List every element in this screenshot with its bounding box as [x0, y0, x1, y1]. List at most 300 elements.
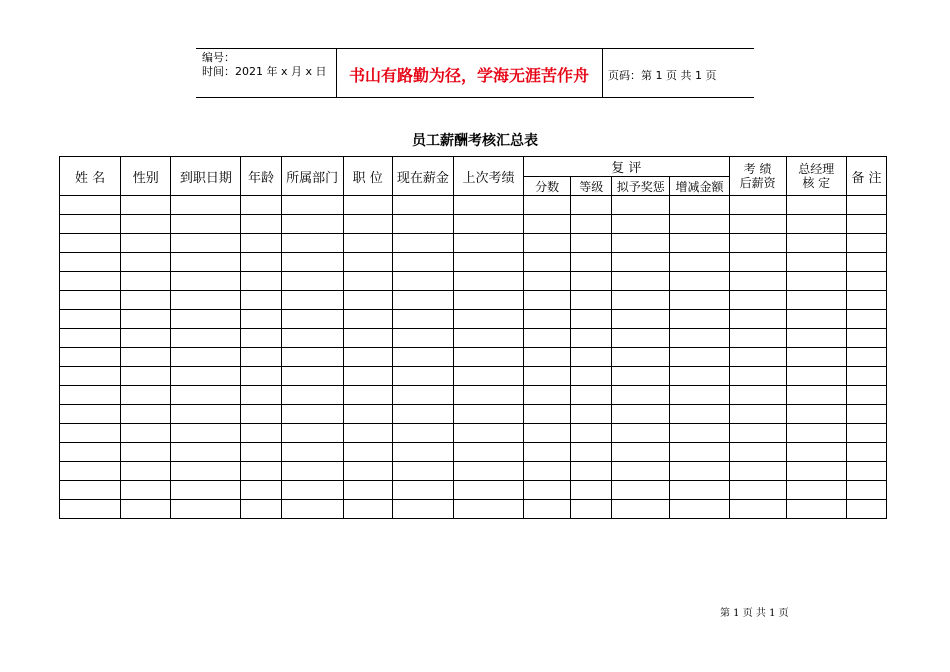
table-cell[interactable] — [786, 196, 846, 215]
table-cell[interactable] — [612, 405, 670, 424]
table-row — [60, 462, 887, 481]
salary-review-table — [59, 156, 887, 519]
table-cell[interactable] — [60, 424, 121, 443]
table-cell[interactable] — [786, 310, 846, 329]
table-cell[interactable] — [846, 253, 886, 272]
table-cell[interactable] — [786, 443, 846, 462]
page-number: 页码：第 1 页 共 1 页 — [608, 69, 717, 82]
table-cell[interactable] — [571, 424, 612, 443]
table-cell[interactable] — [281, 424, 343, 443]
table-cell[interactable] — [453, 272, 523, 291]
table-cell[interactable] — [60, 272, 121, 291]
table-cell[interactable] — [60, 367, 121, 386]
table-row — [60, 329, 887, 348]
table-cell[interactable] — [524, 291, 571, 310]
table-cell[interactable] — [571, 386, 612, 405]
table-cell[interactable] — [786, 386, 846, 405]
table-cell[interactable] — [670, 329, 729, 348]
table-cell[interactable] — [524, 462, 571, 481]
table-cell[interactable] — [670, 310, 729, 329]
table-cell[interactable] — [121, 481, 171, 500]
table-body — [60, 196, 887, 519]
table-cell[interactable] — [241, 310, 281, 329]
table-cell[interactable] — [171, 405, 241, 424]
table-cell[interactable] — [453, 405, 523, 424]
table-cell[interactable] — [343, 348, 392, 367]
table-cell[interactable] — [241, 291, 281, 310]
table-cell[interactable] — [121, 386, 171, 405]
table-row — [60, 405, 887, 424]
table-cell[interactable] — [453, 234, 523, 253]
table-cell[interactable] — [343, 234, 392, 253]
table-cell[interactable] — [121, 329, 171, 348]
col-department: 所属部门 — [281, 157, 343, 196]
table-cell[interactable] — [729, 291, 786, 310]
table-cell[interactable] — [524, 272, 571, 291]
table-cell[interactable] — [729, 386, 786, 405]
table-cell[interactable] — [524, 196, 571, 215]
page-header — [196, 48, 754, 98]
table-cell[interactable] — [281, 348, 343, 367]
table-cell[interactable] — [60, 405, 121, 424]
header-divider — [602, 49, 603, 97]
col-last-review: 上次考绩 — [453, 157, 523, 196]
table-cell[interactable] — [281, 272, 343, 291]
table-cell[interactable] — [846, 234, 886, 253]
table-row — [60, 481, 887, 500]
table-cell[interactable] — [453, 310, 523, 329]
table-cell[interactable] — [60, 291, 121, 310]
table-cell[interactable] — [612, 462, 670, 481]
table-cell[interactable] — [281, 443, 343, 462]
table-row — [60, 234, 887, 253]
table-cell[interactable] — [612, 481, 670, 500]
table-cell[interactable] — [121, 215, 171, 234]
table-cell[interactable] — [241, 386, 281, 405]
table-row — [60, 272, 887, 291]
table-cell[interactable] — [281, 215, 343, 234]
table-cell[interactable] — [729, 500, 786, 519]
table-cell[interactable] — [60, 310, 121, 329]
col-grade: 等级 — [571, 177, 612, 196]
table-cell[interactable] — [121, 348, 171, 367]
table-cell[interactable] — [121, 367, 171, 386]
table-cell[interactable] — [121, 291, 171, 310]
table-cell[interactable] — [670, 215, 729, 234]
table-cell[interactable] — [846, 386, 886, 405]
post-salary-line1: 考 绩 — [743, 162, 772, 176]
table-cell[interactable] — [846, 291, 886, 310]
table-cell[interactable] — [453, 215, 523, 234]
table-cell[interactable] — [281, 234, 343, 253]
table-cell[interactable] — [612, 367, 670, 386]
table-cell[interactable] — [524, 310, 571, 329]
table-row — [60, 291, 887, 310]
table-cell[interactable] — [786, 462, 846, 481]
table-cell[interactable] — [729, 443, 786, 462]
table-cell[interactable] — [612, 215, 670, 234]
table-cell[interactable] — [281, 386, 343, 405]
table-cell[interactable] — [571, 405, 612, 424]
table-cell[interactable] — [612, 310, 670, 329]
table-cell[interactable] — [524, 405, 571, 424]
table-row — [60, 215, 887, 234]
table-cell[interactable] — [729, 348, 786, 367]
col-post-review-salary — [729, 157, 786, 196]
table-cell[interactable] — [786, 405, 846, 424]
table-cell[interactable] — [171, 500, 241, 519]
col-increase-amount: 增减金额 — [670, 177, 729, 196]
table-cell[interactable] — [729, 196, 786, 215]
table-cell[interactable] — [846, 272, 886, 291]
table-cell[interactable] — [241, 348, 281, 367]
table-cell[interactable] — [524, 481, 571, 500]
table-cell[interactable] — [786, 348, 846, 367]
table-cell[interactable] — [524, 500, 571, 519]
table-cell[interactable] — [392, 405, 453, 424]
table-cell[interactable] — [786, 234, 846, 253]
table-cell[interactable] — [453, 367, 523, 386]
table-cell[interactable] — [60, 500, 121, 519]
table-cell[interactable] — [612, 253, 670, 272]
table-cell[interactable] — [670, 424, 729, 443]
table-cell[interactable] — [524, 348, 571, 367]
table-cell[interactable] — [786, 367, 846, 386]
table-cell[interactable] — [121, 310, 171, 329]
table-cell[interactable] — [392, 481, 453, 500]
table-cell[interactable] — [846, 348, 886, 367]
table-row — [60, 424, 887, 443]
table-cell[interactable] — [281, 481, 343, 500]
table-cell[interactable] — [343, 291, 392, 310]
table-cell[interactable] — [453, 348, 523, 367]
table-cell[interactable] — [392, 253, 453, 272]
table-cell[interactable] — [343, 367, 392, 386]
table-cell[interactable] — [121, 500, 171, 519]
table-cell[interactable] — [846, 481, 886, 500]
table-cell[interactable] — [571, 329, 612, 348]
table-cell[interactable] — [392, 234, 453, 253]
table-cell[interactable] — [281, 253, 343, 272]
table-cell[interactable] — [241, 234, 281, 253]
table-cell[interactable] — [729, 462, 786, 481]
table-cell[interactable] — [171, 348, 241, 367]
table-cell[interactable] — [343, 310, 392, 329]
table-cell[interactable] — [171, 481, 241, 500]
table-cell[interactable] — [241, 367, 281, 386]
table-cell[interactable] — [453, 443, 523, 462]
table-cell[interactable] — [670, 462, 729, 481]
table-cell[interactable] — [343, 424, 392, 443]
table-row — [60, 196, 887, 215]
table-cell[interactable] — [846, 367, 886, 386]
table-cell[interactable] — [786, 481, 846, 500]
table-cell[interactable] — [343, 500, 392, 519]
table-cell[interactable] — [171, 291, 241, 310]
table-cell[interactable] — [241, 424, 281, 443]
table-cell[interactable] — [670, 253, 729, 272]
table-cell[interactable] — [60, 253, 121, 272]
table-cell[interactable] — [571, 367, 612, 386]
table-cell[interactable] — [121, 272, 171, 291]
table-cell[interactable] — [281, 310, 343, 329]
table-cell[interactable] — [171, 272, 241, 291]
table-cell[interactable] — [571, 443, 612, 462]
table-cell[interactable] — [241, 405, 281, 424]
table-cell[interactable] — [392, 291, 453, 310]
table-cell[interactable] — [171, 310, 241, 329]
table-cell[interactable] — [281, 500, 343, 519]
table-cell[interactable] — [453, 291, 523, 310]
table-cell[interactable] — [343, 196, 392, 215]
table-row — [60, 348, 887, 367]
table-cell[interactable] — [392, 310, 453, 329]
table-cell[interactable] — [670, 443, 729, 462]
table-cell[interactable] — [392, 348, 453, 367]
table-cell[interactable] — [453, 196, 523, 215]
table-cell[interactable] — [60, 215, 121, 234]
table-cell[interactable] — [343, 386, 392, 405]
table-cell[interactable] — [524, 443, 571, 462]
table-cell[interactable] — [571, 348, 612, 367]
table-cell[interactable] — [786, 291, 846, 310]
table-cell[interactable] — [612, 234, 670, 253]
col-hire-date: 到职日期 — [171, 157, 241, 196]
table-cell[interactable] — [612, 424, 670, 443]
table-cell[interactable] — [121, 253, 171, 272]
table-cell[interactable] — [453, 481, 523, 500]
number-label: 编号： — [202, 51, 235, 64]
table-cell[interactable] — [60, 481, 121, 500]
table-cell[interactable] — [571, 234, 612, 253]
post-salary-line2: 后薪资 — [739, 176, 776, 190]
table-cell[interactable] — [729, 272, 786, 291]
table-cell[interactable] — [121, 196, 171, 215]
table-cell[interactable] — [171, 367, 241, 386]
col-score: 分数 — [524, 177, 571, 196]
table-cell[interactable] — [670, 405, 729, 424]
header-divider — [336, 49, 337, 97]
col-gender: 性别 — [121, 157, 171, 196]
table-cell[interactable] — [343, 481, 392, 500]
table-cell[interactable] — [729, 253, 786, 272]
table-cell[interactable] — [846, 443, 886, 462]
table-cell[interactable] — [60, 462, 121, 481]
table-cell[interactable] — [343, 405, 392, 424]
col-gm-approval — [786, 157, 846, 196]
table-cell[interactable] — [524, 367, 571, 386]
table-cell[interactable] — [846, 310, 886, 329]
table-cell[interactable] — [392, 500, 453, 519]
table-cell[interactable] — [786, 272, 846, 291]
table-cell[interactable] — [524, 329, 571, 348]
table-row — [60, 500, 887, 519]
table-cell[interactable] — [670, 481, 729, 500]
table-cell[interactable] — [524, 215, 571, 234]
table-cell[interactable] — [729, 329, 786, 348]
table-cell[interactable] — [786, 215, 846, 234]
table-cell[interactable] — [121, 443, 171, 462]
table-cell[interactable] — [729, 481, 786, 500]
table-row — [60, 386, 887, 405]
table-cell[interactable] — [121, 424, 171, 443]
table-cell[interactable] — [612, 348, 670, 367]
table-cell[interactable] — [670, 291, 729, 310]
table-cell[interactable] — [670, 196, 729, 215]
table-cell[interactable] — [786, 329, 846, 348]
table-cell[interactable] — [612, 196, 670, 215]
table-cell[interactable] — [612, 329, 670, 348]
table-cell[interactable] — [392, 215, 453, 234]
table-cell[interactable] — [60, 196, 121, 215]
table-cell[interactable] — [241, 253, 281, 272]
table-cell[interactable] — [846, 215, 886, 234]
table-row — [60, 253, 887, 272]
table-cell[interactable] — [612, 500, 670, 519]
table-cell[interactable] — [392, 386, 453, 405]
table-cell[interactable] — [241, 462, 281, 481]
table-row — [60, 367, 887, 386]
table-cell[interactable] — [241, 196, 281, 215]
table-cell[interactable] — [571, 481, 612, 500]
table-cell[interactable] — [392, 272, 453, 291]
table-cell[interactable] — [60, 348, 121, 367]
table-cell[interactable] — [612, 443, 670, 462]
table-cell[interactable] — [524, 253, 571, 272]
table-cell[interactable] — [60, 234, 121, 253]
table-cell[interactable] — [571, 291, 612, 310]
table-cell[interactable] — [343, 253, 392, 272]
table-cell[interactable] — [846, 424, 886, 443]
table-cell[interactable] — [524, 234, 571, 253]
table-cell[interactable] — [171, 329, 241, 348]
table-cell[interactable] — [392, 329, 453, 348]
table-cell[interactable] — [281, 329, 343, 348]
table-cell[interactable] — [281, 405, 343, 424]
table-cell[interactable] — [453, 329, 523, 348]
table-cell[interactable] — [392, 443, 453, 462]
table-cell[interactable] — [453, 462, 523, 481]
table-cell[interactable] — [846, 462, 886, 481]
table-cell[interactable] — [846, 329, 886, 348]
table-cell[interactable] — [241, 215, 281, 234]
table-cell[interactable] — [281, 291, 343, 310]
table-cell[interactable] — [670, 500, 729, 519]
table-cell[interactable] — [171, 443, 241, 462]
table-cell[interactable] — [343, 462, 392, 481]
table-cell[interactable] — [171, 462, 241, 481]
time-label: 时间：2021 年 x 月 x 日 — [202, 65, 327, 78]
table-cell[interactable] — [612, 291, 670, 310]
table-row — [60, 310, 887, 329]
table-cell[interactable] — [571, 253, 612, 272]
table-title: 员工薪酬考核汇总表 — [412, 133, 538, 149]
table-cell[interactable] — [846, 500, 886, 519]
table-cell[interactable] — [171, 386, 241, 405]
table-cell[interactable] — [846, 196, 886, 215]
table-cell[interactable] — [171, 253, 241, 272]
table-cell[interactable] — [729, 215, 786, 234]
table-cell[interactable] — [241, 481, 281, 500]
table-cell[interactable] — [281, 367, 343, 386]
table-cell[interactable] — [729, 234, 786, 253]
table-cell[interactable] — [121, 234, 171, 253]
table-cell[interactable] — [729, 424, 786, 443]
gm-line1: 总经理 — [798, 162, 835, 176]
table-cell[interactable] — [60, 329, 121, 348]
table-cell[interactable] — [392, 424, 453, 443]
table-cell[interactable] — [571, 500, 612, 519]
table-cell[interactable] — [670, 386, 729, 405]
table-cell[interactable] — [612, 386, 670, 405]
table-cell[interactable] — [392, 367, 453, 386]
table-cell[interactable] — [241, 500, 281, 519]
table-cell[interactable] — [281, 462, 343, 481]
table-cell[interactable] — [392, 196, 453, 215]
table-cell[interactable] — [60, 443, 121, 462]
table-cell[interactable] — [786, 253, 846, 272]
table-cell[interactable] — [612, 272, 670, 291]
table-cell[interactable] — [670, 367, 729, 386]
header-meta — [202, 49, 334, 79]
table-row — [60, 443, 887, 462]
table-cell[interactable] — [670, 272, 729, 291]
gm-line2: 核 定 — [802, 176, 831, 190]
table-cell[interactable] — [241, 272, 281, 291]
table-cell[interactable] — [524, 386, 571, 405]
table-cell[interactable] — [571, 462, 612, 481]
table-cell[interactable] — [343, 272, 392, 291]
table-cell[interactable] — [786, 500, 846, 519]
table-cell[interactable] — [171, 424, 241, 443]
col-name: 姓 名 — [60, 157, 121, 196]
table-cell[interactable] — [786, 424, 846, 443]
table-cell[interactable] — [171, 234, 241, 253]
table-cell[interactable] — [846, 405, 886, 424]
table-cell[interactable] — [343, 329, 392, 348]
table-cell[interactable] — [453, 253, 523, 272]
table-cell[interactable] — [453, 424, 523, 443]
table-cell[interactable] — [524, 424, 571, 443]
motto-text: 书山有路勤为径，学海无涯苦作舟 — [348, 66, 589, 85]
table-cell[interactable] — [453, 500, 523, 519]
table-cell[interactable] — [453, 386, 523, 405]
table-cell[interactable] — [343, 443, 392, 462]
table-cell[interactable] — [343, 215, 392, 234]
table-cell[interactable] — [571, 215, 612, 234]
table-cell[interactable] — [392, 462, 453, 481]
table-cell[interactable] — [571, 272, 612, 291]
table-cell[interactable] — [121, 405, 171, 424]
table-cell[interactable] — [571, 196, 612, 215]
table-cell[interactable] — [281, 196, 343, 215]
table-cell[interactable] — [729, 367, 786, 386]
col-current-salary: 现在薪金 — [392, 157, 453, 196]
col-age: 年龄 — [241, 157, 281, 196]
table-cell[interactable] — [729, 310, 786, 329]
table-cell[interactable] — [171, 196, 241, 215]
table-cell[interactable] — [241, 443, 281, 462]
table-cell[interactable] — [670, 234, 729, 253]
table-cell[interactable] — [571, 310, 612, 329]
table-cell[interactable] — [121, 462, 171, 481]
col-remark: 备 注 — [846, 157, 886, 196]
table-cell[interactable] — [670, 348, 729, 367]
table-cell[interactable] — [171, 215, 241, 234]
table-cell[interactable] — [60, 386, 121, 405]
table-cell[interactable] — [241, 329, 281, 348]
table-cell[interactable] — [729, 405, 786, 424]
